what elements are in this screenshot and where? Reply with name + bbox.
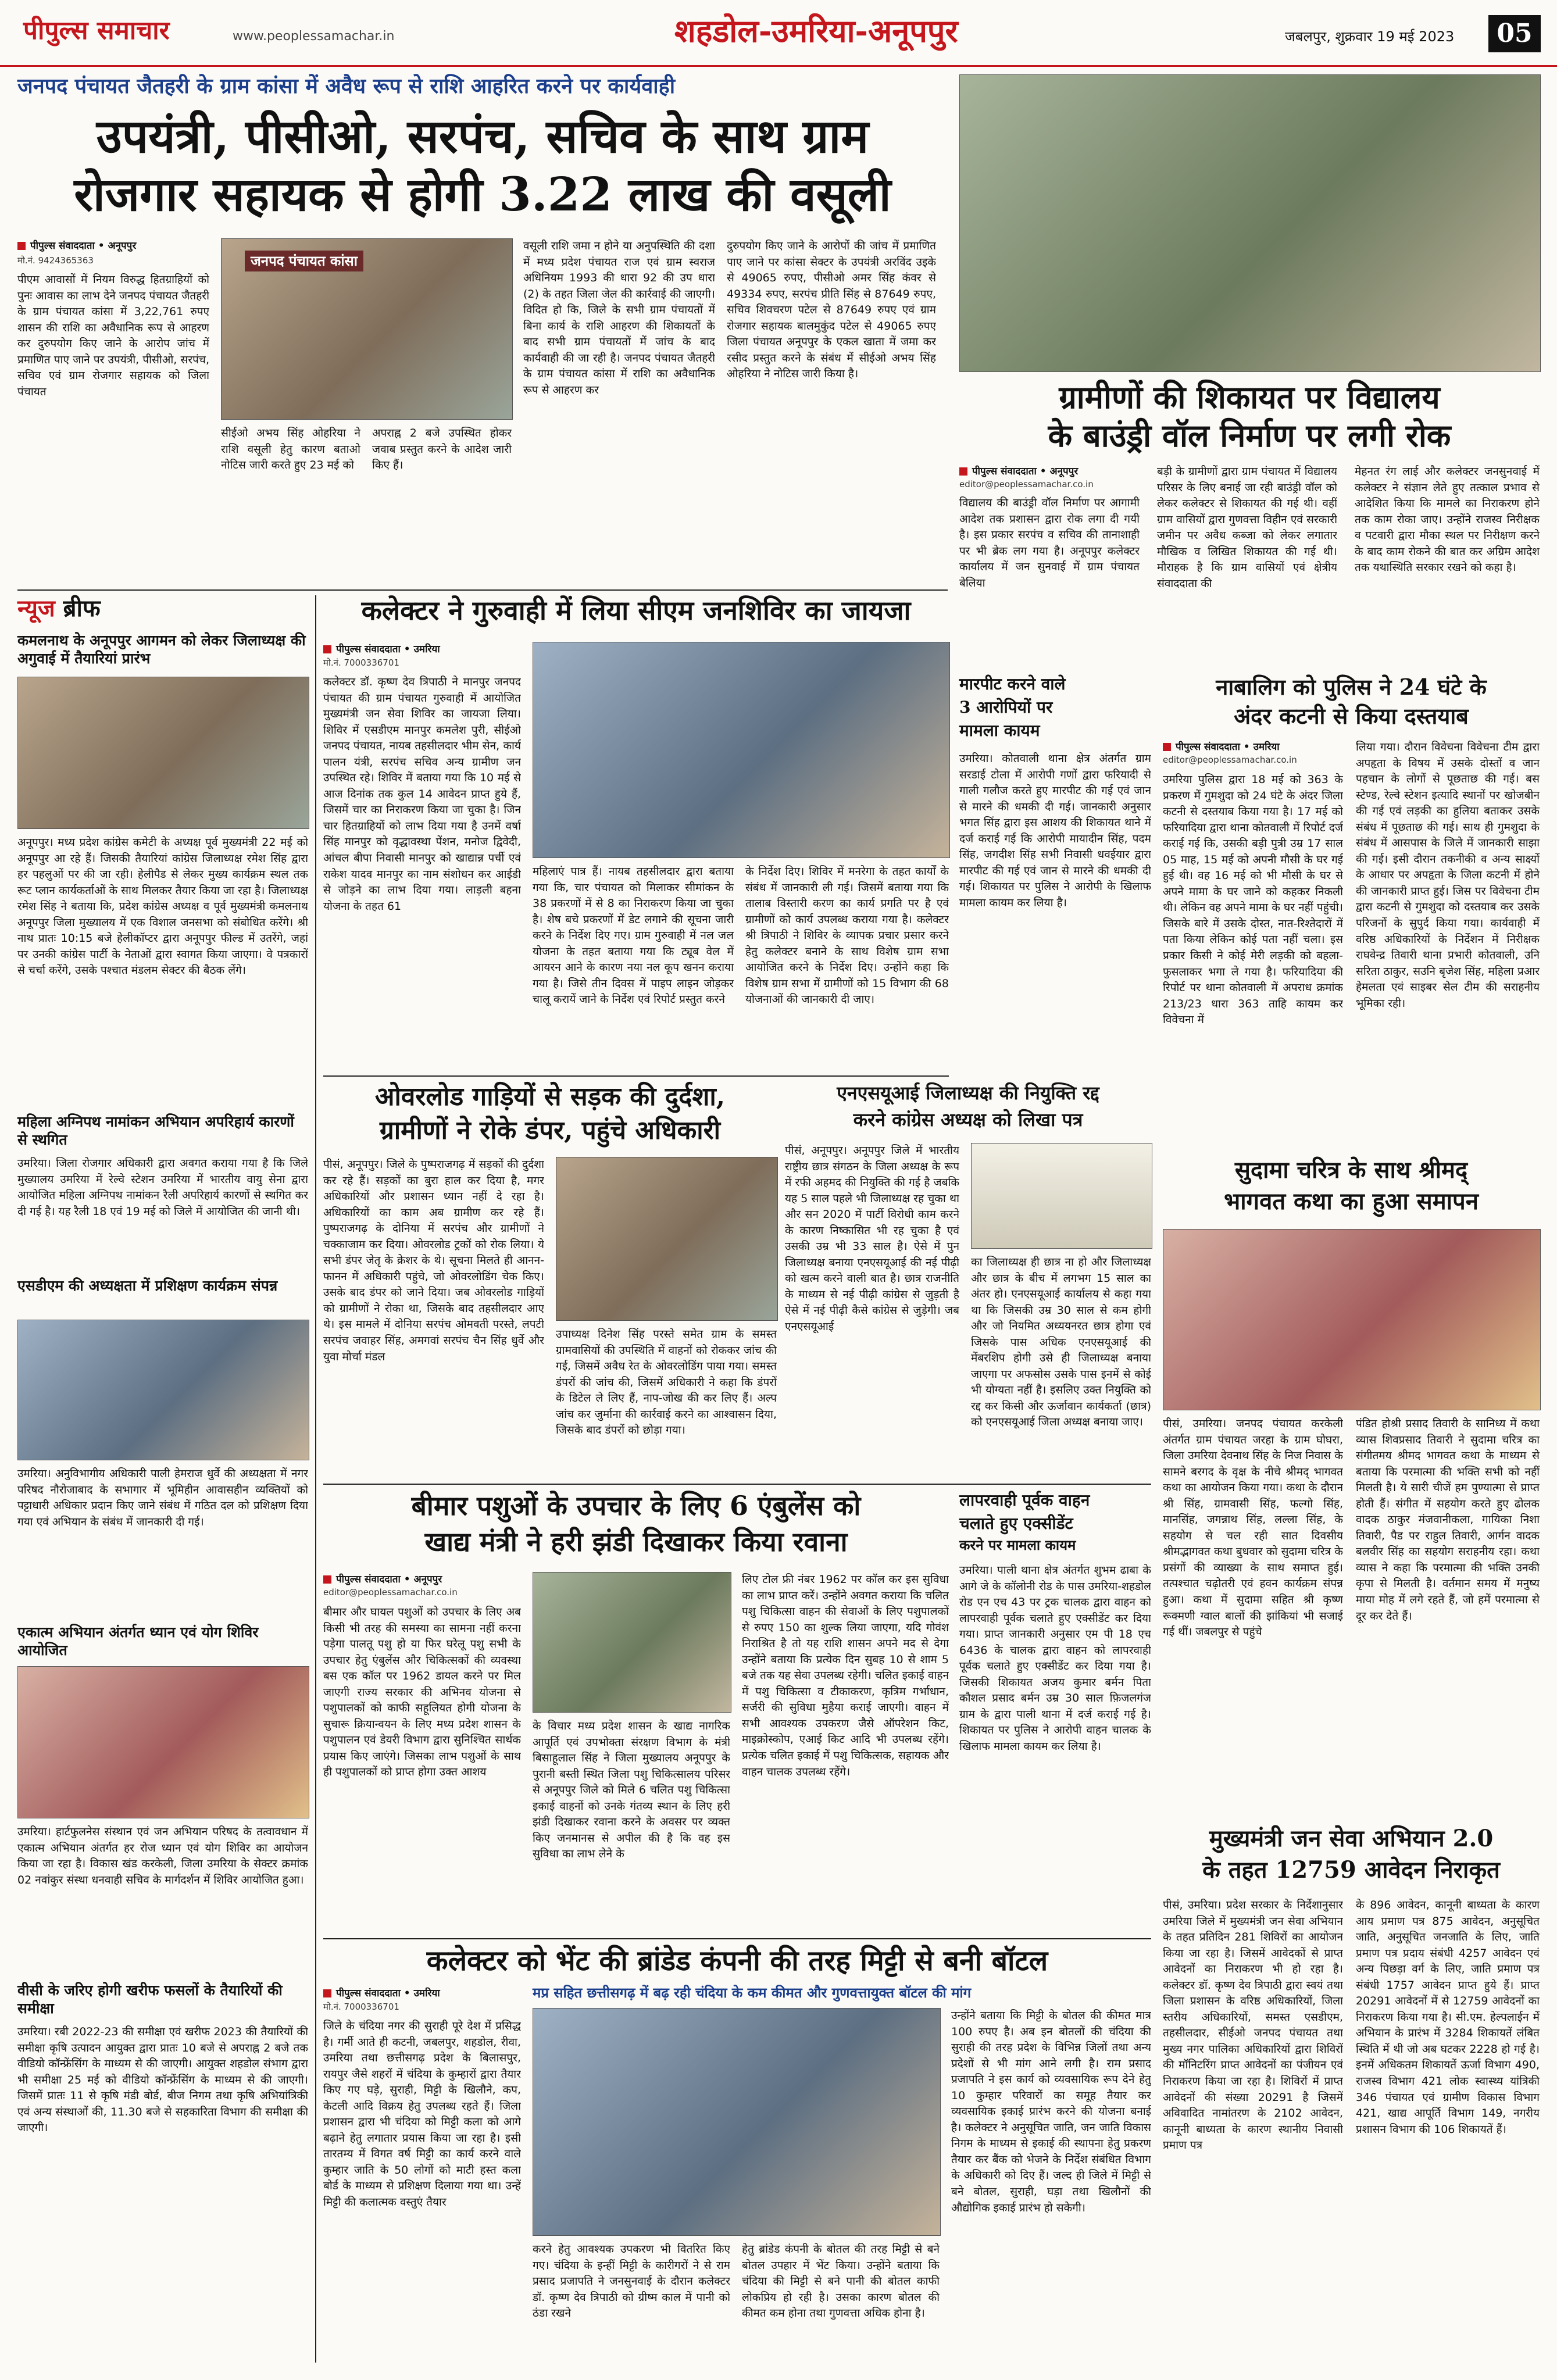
byline-text: पीपुल्स संवाददाता • उमरिया: [1176, 741, 1280, 753]
mjsa-story: [1163, 1825, 1540, 2360]
sudama-column-2: पंडित होश्री प्रसाद तिवारी के सानिध्य में कथा व्यास शिवप्रसाद तिवारी ने सुदामा चरित्र का संगीतमय श्रीमद भागवत कथा के माध्यम से बताया कि परमात्मा की भक्ति सभी को नहीं मिलती है। ये सारी चीजें हम पुण्यात्मा से प्राप्त होती हैं। संगीत में सहयोग करते हुए ढोलक वादक ठाकुर मंजवानीकला, गायिका निशा तिवारी, पैड पर राहुल तिवारी, आर्गन वादक बलवीर सिंह का सहयोग सराहनीय रहा। कथा व्यास ने कहा कि परमात्मा की भक्ति उनकी कृपा से मिलती है। वर्तमान समय में मनुष्य माया मोह में लगे रहते हैं, जो हमें परमात्मा से दूर कर देते हैं।: [1356, 1417, 1540, 1623]
nsui-letter-photo: [971, 1143, 1152, 1249]
lead-contact: मो.नं. 9424365363: [17, 255, 94, 266]
minor-byline: [1163, 739, 1280, 753]
brief-item-3-photo: [17, 1320, 309, 1460]
wall-byline: [959, 464, 1078, 477]
bottle-column-2: करने हेतु आवश्यक उपकरण भी वितरित किए गए। चंदिया के इन्हीं मिट्टी के कारीगरों ने से राम प्रसाद प्रजापति ने जनसुनवाई के दौरान कलेक्टर डॉ. कृष्ण देव त्रिपाठी को ग्रीष्म काल में पानी को ठंडा रखने: [533, 2243, 730, 2320]
ambulance-story: [323, 1491, 949, 1932]
divider: [323, 1484, 1151, 1485]
lead-photo-caption-b: अपराह्न 2 बजे उपस्थित होकर जवाब प्रस्तुत करने के आदेश जारी किए हैं।: [372, 427, 512, 472]
minor-headline-line2: अंदर कटनी से किया दस्तयाब: [1234, 703, 1469, 729]
dumper-truck-photo: [556, 1157, 778, 1321]
minor-story: [1163, 674, 1540, 1145]
byline-text: पीपुल्स संवाददाता • अनूपपुर: [30, 240, 137, 252]
ambulance-flagoff-photo: [533, 1572, 731, 1713]
minor-email: editor@peoplessamachar.co.in: [1163, 755, 1297, 765]
news-brief-column: [17, 595, 308, 2363]
brief-item-2-headline: महिला अग्निपथ नामांकन अभियान अपरिहार्य कारणों से स्थगित: [17, 1113, 294, 1149]
wall-column-1: विद्यालय की बाउंड्री वॉल निर्माण पर आगामी आदेश तक प्रशासन द्वारा रोक लगा दी गयी है। इस प्रकार सरपंच व सचिव की तानाशाही पर भी ब्रेक लग गया है। अनूपपुर कलेक्टर कार्यालय में जन सुनवाई में ग्राम पंचायत बेलिया: [959, 496, 1140, 589]
news-brief-label: [17, 595, 101, 622]
brief-item-1-photo: [17, 677, 309, 829]
lead-story: [17, 74, 948, 586]
wall-story: [959, 379, 1540, 600]
section-title: शहडोल-उमरिया-अनूपपुर: [674, 12, 958, 49]
lead-column-2: वसूली राशि जमा न होने या अनुपस्थिति की दशा में मध्य प्रदेश पंचायत राज एवं ग्राम स्वराज अधिनियम 1993 की धारा 92 की उप धारा (2) के तहत जिला जेल की कार्रवाई की जाएगी। विदित हो कि, जिले के सभी ग्राम पंचायतों में बिना कार्य के राशि आहरण की शिकायतों के बाद सभी ग्राम पंचायतों में जांच के बाद कार्यवाही की जा रही है। जनपद पंचायत जैतहरी के ग्राम पंचायत कांसा में राशि का अवैधानिक रूप से आहरण कर: [523, 240, 715, 396]
sudama-column-1: पीसं, उमरिया। जनपद पंचायत करकेली अंतर्गत ग्राम पंचायत जरहा के ग्राम घोघरा, जिला उमरिया देवनाथ सिंह के निज निवास के सामने बरगद के वृक्ष के नीचे श्रीमद् भागवत कथा का आयोजन किया गया। कथा के दौरान श्री सिंह, ग्रामवासी सिंह, फल्गो सिंह, मानसिंह, जगन्नाथ सिंह, लल्ला सिंह, के सहयोग से चल रही सात दिवसीय श्रीमद्भागवत कथा बुधवार को सुदामा चरित्र के प्रसंगों की व्याख्या के साथ समाप्त हुई। तत्पश्चात चढ़ोतरी एवं हवन कार्यक्रम संपन्न हुआ। कथा में सुदामा सहित श्री कृष्ण रूक्मणी ग्वाल बालों की झांकियां भी सजाई गई थीं। जबलपुर से पहुंचे: [1163, 1417, 1343, 1639]
accident-headline-line2: चलाते हुए एक्सीडेंट: [959, 1514, 1073, 1533]
lead-photo-caption-a: सीईओ अभय सिंह ओहरिया ने राशि वसूली हेतु कारण बताओ नोटिस जारी करते हुए 23 मई को: [221, 427, 360, 472]
camp-contact: मो.नं. 7000336701: [323, 657, 399, 668]
newspaper-logo: पीपुल्स समाचार: [23, 16, 170, 45]
lead-headline-line2: रोजगार सहायक से होगी 3.22 लाख की वसूली: [74, 167, 891, 221]
mjsa-headline-line1: मुख्यमंत्री जन सेवा अभियान 2.0: [1209, 1825, 1494, 1852]
wall-headline-line2: के बाउंड्री वॉल निर्माण पर लगी रोक: [1048, 417, 1451, 454]
nsui-story: [785, 1082, 1151, 1478]
camp-column-3: के निर्देश दिए। शिविर में मनरेगा के तहत कार्यों के संबंध में जानकारी ली गई। जिसमें बताया गया कि तालाब विस्तारी करण का कार्य प्रगति पर है एवं ग्रामीणों को कार्य उपलब्ध कराया गया है। कलेक्टर श्री त्रिपाठी ने शिविर के व्यापक प्रचार प्रसार करने हेतु कलेक्टर बनाने के साथ विशेष ग्राम सभा आयोजित करने के निर्देश दिए। उन्होंने कहा कि विशेष ग्राम सभा में ग्रामीणों को 15 विभाग की 68 योजनाओं की जानकारी दी जाए।: [745, 865, 949, 1006]
overload-column-2: उपाध्यक्ष दिनेश सिंह परस्ते समेत ग्राम के समस्त ग्रामवासियों की उपस्थिति में वाहनों को रोककर जांच की गई, जिसमें अवैध रेत के ओवरलोडिंग पाया गया। समस्त डंपरों की जांच की, जिसमें अधिकारी ने कहा कि डंपरों के डिटेल ले लिए हैं, नाप-जोख की कर लिए हैं। अल्प जांच कर जुर्माना की कार्रवाई करने का आश्वासन दिया, जिसके बाद डंपरों को छोड़ा गया।: [556, 1328, 777, 1437]
minor-column-2: लिया गया। दौरान विवेचना विवेचना टीम द्वारा अपहृता के विषय में उसके दोस्तों व जान पहचान के लोगों से पूछताछ की गई। बस स्टेण्ड, रेल्वे स्टेशन इत्यादि स्थानों पर खोजबीन की गई एवं लड़की का हुलिया बताकर उसके संबंध में पूछताछ की गई। साथ ही गुमशुदा के संबंध में आसपास के जिले में जानकारी साझा की गई। इसी दौरान तकनीकी व अन्य साक्ष्यों के आधार पर अपहृता के जिला कटनी में होने की जानकारी प्राप्त हुई। जिस पर विवेचना टीम द्वारा कटनी से गुमशुदा को दस्तयाब कर उसके परिजनों के सुपुर्द किया गया। कार्यवाही में वरिष्ठ अधिकारियों के निर्देशन में निरीक्षक राघवेन्द्र तिवारी थाना प्रभारी कोतवाली, उनि सरिता ठाकुर, सउनि बृजेश सिंह, महिला प्रआर हेमलता एवं साइबर सेल टीम की सराहनीय भूमिका रही।: [1356, 741, 1540, 1010]
brief-label-part-2: ब्रीफ: [63, 595, 101, 622]
nsui-headline-line1: एनएसयूआई जिलाध्यक्ष की नियुक्ति रद्द: [837, 1082, 1099, 1104]
bottle-handover-photo: [533, 2008, 941, 2236]
ambulance-headline-line1: बीमार पशुओं के उपचार के लिए 6 एंबुलेंस को: [411, 1490, 861, 1521]
brief-item-1-text: अनूपपुर। मध्य प्रदेश कांग्रेस कमेटी के अध्यक्ष पूर्व मुख्यमंत्री 22 मई को अनूपपुर आ रहे हैं। जिसकी तैयारियां कांग्रेस जिलाध्यक्ष रमेश सिंह द्वारा हर पहलुओं पर की जा रही। हेलीपैड से लेकर मुख्य कार्यक्रम स्थल तक रूट प्लान कार्यकर्ताओं के साथ मिलकर तैयार किया जा रहा है। जिलाध्यक्ष रमेश सिंह ने बताया कि, प्रदेश कांग्रेस अध्यक्ष व पूर्व मुख्यमंत्री कमलनाथ अनूपपुर जिला मुख्यालय में एक विशाल जनसभा को संबोधित करेंगे। श्री नाथ प्रातः 10:15 बजे हेलीकॉप्टर द्वारा अनूपपुर फील्ड में उतरेंगे, जहां पर उनकी कांग्रेस पार्टी के नेताओं द्वारा स्वागत किया जाएगा। वे पत्रकारों से चर्चा करेंगे, उसके पश्चात मंडलम सेक्टर की बैठक लेंगे।: [17, 836, 308, 977]
overload-column-1: पीसं, अनूपपुर। जिले के पुष्पराजगढ़ में सड़कों की दुर्दशा कर रहे हैं। सड़कों का बुरा हाल कर दिया है, मगर अधिकारियों और प्रशासन ध्यान नहीं दे रहा है। अधिकारियों का काम अब ग्रामीण कर रहे हैं। पुष्पराजगढ़ के दोनिया में सरपंच और ग्रामीणों ने चक्काजाम कर दिया। ओवरलोड ट्रकों को रोक लिया। ये सभी डंपर जेतृ के क्रेशर के थे। सूचना मिलते ही आनन-फानन में अधिकारी पहुंचे, जो ओवरलोडिंग चेक किए। उसके बाद डंपर को जाने दिया। जब ओवरलोड गाड़ियों को ग्रामीणों ने रोका था, जिसके बाद तहसीलदार आए थे। इस मामले में दोनिया सरपंच ओमवती परस्ते, लपटी सरपंच जवाहर सिंह, अमगवां सरपंच चैन सिंह धुर्वे और युवा मोर्चा मंडल: [323, 1158, 544, 1363]
byline-marker-icon: [323, 645, 331, 653]
lead-column-3: दुरुपयोग किए जाने के आरोपों की जांच में प्रमाणित पाए जाने पर कांसा सेक्टर के उपयंत्री अरविंद उइके से 49065 रुपए, पीसीओ अमर सिंह कंवर से 49334 रुपए, सरपंच प्रीति सिंह से 87649 रुपए, सचिव शिवचरण पटेल से 87649 रुपए एवं ग्राम रोजगार सहायक बालमुकुंद पटेल से 49065 रुपए जिला पंचायत अनूपपुर के एकल खाता में जमा कर रसीद प्रस्तुत करने के संबंध में सीईओ अभय सिंह ओहरिया ने नोटिस जारी किया है।: [727, 240, 936, 381]
overload-headline-line2: ग्रामीणों ने रोके डंपर, पहुंचे अधिकारी: [379, 1116, 721, 1145]
website-url: www.peoplessamachar.in: [233, 29, 395, 44]
ambulance-email: editor@peoplessamachar.co.in: [323, 1587, 458, 1598]
lead-headline-line1: उपयंत्री, पीसीओ, सरपंच, सचिव के साथ ग्राम: [96, 109, 869, 163]
bottle-byline: [323, 1986, 440, 1999]
boundary-wall-photo: [959, 74, 1541, 372]
bottle-column-3: हेतु ब्रांडेड कंपनी के बोतल की तरह मिट्टी से बने बोतल उपहार में भेंट किया। उन्होंने बताया कि चंदिया की मिट्टी से बने पानी की बोतल काफी लोकप्रिय हो रही है। उसका कारण बोतल की कीमत कम होना तथा गुणवत्ता अधिक होना है।: [742, 2243, 940, 2320]
camp-column-2: महिलाएं पात्र हैं। नायब तहसीलदार द्वारा बताया गया कि, चार पंचायत को मिलाकर सीमांकन के 38 प्रकरणों में से 8 का निराकरण किया जा चुका है। शेष बचे प्रकरणों में डेट लगाने की सूचना जारी करने के निर्देश दिए गए। ग्राम गुरुवाही में नल जल योजना के तहत बताया गया कि ट्यूब वेल में आयरन आने के कारण नया नल कूप खनन कराया गया है। जिसे तीन दिवस में पाइप लाइन जोड़कर चालू करायें जाने के निर्देश एवं रिपोर्ट प्रस्तुत करने: [533, 865, 734, 1006]
accident-headline-line1: लापरवाही पूर्वक वाहन: [959, 1491, 1090, 1510]
bottle-story: [323, 1945, 1151, 2364]
nsui-column-2: का जिलाध्यक्ष ही छात्र ना हो और जिलाध्यक्ष और छात्र के बीच में लगभग 15 साल का अंतर हो। एनएसयूआई कार्यालय से कहा गया था कि जिसकी उम्र 30 साल से कम होगी और जो नियमित अध्ययनरत छात्र होगा एवं जिसके पास अधिक एनएसयूआई की मेंबरशिप होगी उसे ही जिलाध्यक्ष बनाया जाएगा पर अफसोस उसके पास इनमें से कोई भी योग्यता नहीं है। इसलिए उक्त नियुक्ति को रद्द कर किसी और ऊर्जावान कार्यकर्ता (छात्र) को एनएसयूआई जिला अध्यक्ष बनाया जाए।: [971, 1256, 1151, 1429]
bottle-column-1: जिले के चंदिया नगर की सुराही पूरे देश में प्रसिद्ध है। गर्मी आते ही कटनी, जबलपुर, शहडोल, रीवा, उमरिया तथा छत्तीसगढ़ प्रदेश के बिलासपुर, रायपुर जैसे शहरों में चंदिया के कुम्हारों द्वारा तैयार किए गए घड़े, सुराही, मिट्टी के खिलौने, कप, केटली आदि विक्रय हेतु उपलब्ध रहते हैं। जिला प्रशासन द्वारा भी चंदिया को मिट्टी कला को आगे बढ़ाने हेतु लगातार प्रयास किया जा रहा है। इसी तारतम्य में विगत वर्ष मिट्टी का कार्य करने वाले कुम्हार जाति के 50 लोगों को माटी हस्त कला बोर्ड के माध्यम से प्रशिक्षण दिलाया गया था। उन्हें मिट्टी की कलात्मक वस्तुएं तैयार: [323, 2020, 521, 2209]
sudama-headline-line1: सुदामा चरित्र के साथ श्रीमद्: [1234, 1156, 1468, 1184]
minor-headline-line1: नाबालिग को पुलिस ने 24 घंटे के: [1216, 674, 1487, 700]
lead-kicker: जनपद पंचायत जैतहरी के ग्राम कांसा में अवैध रूप से राशि आहरित करने पर कार्यवाही: [17, 74, 676, 98]
ambulance-column-3: लिए टोल फ्री नंबर 1962 पर कॉल कर इस सुविधा का लाभ प्राप्त करें। उन्होंने अवगत कराया कि चलित पशु चिकित्सा वाहन की सेवाओं के लिए पशुपालकों से रुपए 150 का शुल्क लिया जाएगा, यदि गोवंश निराश्रित है तो यह राशि शासन अपने मद से देगा उन्होंने बताया कि प्रत्येक दिन सुबह 10 से शाम 5 बजे तक यह सेवा उपलब्ध रहेगी। चलित इकाई वाहन में पशु चिकित्सा व टीकाकरण, कृत्रिम गर्भाधान, सर्जरी की सुविधा मुहैया कराई जाएगी। वाहन में सभी आवश्यक उपकरण जैसे ऑपरेशन किट, माइक्रोस्कोप, एआई किट आदि भी उपलब्ध रहेंगे। प्रत्येक चलित इकाई में पशु चिकित्सक, सहायक और वाहन चालक उपलब्ध रहेंगे।: [742, 1573, 949, 1778]
accident-story: [959, 1491, 1151, 1932]
byline-text: पीपुल्स संवाददाता • उमरिया: [336, 644, 440, 655]
bhagwat-katha-photo: [1163, 1229, 1541, 1410]
nsui-headline-line2: करने कांग्रेस अध्यक्ष को लिखा पत्र: [853, 1109, 1083, 1131]
assault-headline-line1: मारपीट करने वाले: [959, 674, 1066, 694]
divider: [323, 1938, 1151, 1939]
divider: [17, 589, 948, 591]
brief-item-5-text: उमरिया। रबी 2022-23 की समीक्षा एवं खरीफ 2023 की तैयारियों की समीक्षा कृषि उत्पादन आयुक्त द्वारा प्रातः 10 बजे से अपराह्न 2 बजे तक वीडियो कॉन्फ्रेंसिंग के माध्यम से की जाएगी। आयुक्त शहडोल संभाग द्वारा भी समीक्षा 25 मई को वीडियो कॉन्फ्रेंसिंग के माध्यम से की जाएगी। जिसमें प्रातः 11 से कृषि मंडी बोर्ड, बीज निगम तथा कृषि अभियांत्रिकी एवं अन्य संस्थाओं की, 11.30 बजे से सहकारिता विभाग की समीक्षा की जाएगी।: [17, 2025, 308, 2135]
ambulance-headline-line2: खाद्य मंत्री ने हरी झंडी दिखाकर किया रवाना: [424, 1526, 848, 1557]
wall-headline-line1: ग्रामीणों की शिकायत पर विद्यालय: [1059, 378, 1440, 416]
sudama-headline-line2: भागवत कथा का हुआ समापन: [1224, 1188, 1479, 1215]
accident-text: उमरिया। पाली थाना क्षेत्र अंतर्गत शुभम ढाबा के आगे जे के कॉलोनी रोड के पास उमरिया-शहडोल रोड एन एच 43 पर ट्रक चालक द्वारा वाहन को लापरवाही पूर्वक चलाते हुए एक्सीडेंट कर दिया गया। प्राप्त जानकारी अनुसार एम पी 18 एच 6436 के चालक द्वारा वाहन को लापरवाही पूर्वक चलाते हुए एक्सीडेंट कर दिया गया है। जिसकी शिकायत अजय कुमार बर्मन पिता कौशल प्रसाद बर्मन उम्र 30 साल फ़िजलगंज ग्राम के द्वारा पाली थाना में दर्ज कराई गई है। शिकायत पर पुलिस ने आरोपी वाहन चालक के खिलाफ मामला कायम कर लिया है।: [959, 1564, 1151, 1753]
column-divider: [315, 595, 316, 2363]
assault-story: [959, 674, 1151, 1139]
lead-byline: [17, 238, 209, 252]
camp-story: [323, 595, 949, 1072]
brief-item-4-text: उमरिया। हार्टफुलनेस संस्थान एवं जन अभियान परिषद के तत्वावधान में एकात्म अभियान अंतर्गत हर रोज ध्यान एवं योग शिविर का आयोजन किया जा रहा है। विकास खंड करकेली, जिला उमरिया के सेक्टर क्रमांक 02 नवांकुर संस्था धनवाही सचिव के मार्गदर्शन में शिविर आयोजित हुआ।: [17, 1825, 308, 1886]
bottle-headline: कलेक्टर को भेंट की ब्रांडेड कंपनी की तरह मिट्टी से बनी बॉटल: [426, 1945, 1048, 1977]
page-number: 05: [1488, 15, 1541, 52]
assault-headline-line3: मामला कायम: [959, 721, 1040, 740]
camp-column-1: कलेक्टर डॉ. कृष्ण देव त्रिपाठी ने मानपुर जनपद पंचायत की ग्राम पंचायत गुरुवाही में आयोजित मुख्यमंत्री जन सेवा शिविर का जायजा लिया। शिविर में एसडीएम मानपुर कमलेश पुरी, सीईओ जनपद पंचायत, नायब तहसीलदार भीम सेन, कार्य पालन यंत्री, सरपंच सचिव अन्य ग्रामीण जन उपस्थित रहे। शिविर में बताया गया कि 10 मई से आज दिनांक तक कुल 14 आवेदन प्राप्त हुये हैं, जिसमें चार का निराकरण किया जा चुका है। जिन चार हितग्राहियों को लाभ दिया गया है उनमें वर्षा सिंह मानपुर को वृद्धावस्था पेंशन, मनोज द्विवेदी, आंचल बीपा निवासी मानपुर को खाद्यान्न पर्ची एवं राकेश यादव मानपुर का नाम संशोधन कर आईडी से जोड़ने का लाभ दिया गया। लाड़ली बहना योजना के तहत 61: [323, 676, 521, 913]
lead-column-1: पीएम आवासों में नियम विरुद्ध हितग्राहियों को पुनः आवास का लाभ देने जनपद पंचायत जैतहरी के ग्राम पंचायत कांसा में 3,22,761 रुपए शासन की राशि का अवैधानिक रूप से आहरण कर दुरुपयोग किए जाने के आरोप जांच में प्रमाणित पाए जाने पर उपयंत्री, पीसीओ, सरपंच, सचिव एवं ग्राम रोजगार सहायक को जिला पंचायत: [17, 273, 209, 398]
brief-item-4-photo: [17, 1666, 309, 1818]
bottle-column-4: उन्होंने बताया कि मिट्टी के बोतल की कीमत मात्र 100 रुपए है। अब इन बोतलों की चंदिया की सुराही की तरह प्रदेश के विभिन्न जिलों तथा अन्य प्रदेशों से भी मांग आने लगी है। राम प्रसाद प्रजापति ने इस कार्य को व्यवसायिक रूप देने हेतु 10 कुम्हार परिवारों का समूह तैयार कर व्यवसायिक इकाई प्रारंभ करने की योजना बनाई है। कलेक्टर ने अनुसूचित जाति, जन जाति विकास निगम के माध्यम से इकाई की स्थापना हेतु प्रकरण तैयार कर बैंक को भेजने के निर्देश संबंधित विभाग के अधिकारी को दिए हैं। जल्द ही जिले में मिट्टी से बने बोतल, सुराही, घड़ा तथा खिलौनों की औद्योगिक इकाई प्रारंभ हो सकेगी।: [951, 2009, 1151, 2214]
byline-marker-icon: [323, 1575, 331, 1584]
minor-column-1: उमरिया पुलिस द्वारा 18 मई को 363 के प्रकरण में गुमशुदा को 24 घंटे के अंदर जिला कटनी से दस्तयाब किया गया है। 17 मई को फरियादिया द्वारा थाना कोतवाली में रिपोर्ट दर्ज कराई गई कि, उसकी बड़ी पुत्री उम्र 17 साल 05 माह, 15 मई को अपनी मौसी के घर गई हुई थी। वह 16 मई को भी मौसी के घर से अपने मामा के घर जाने को कहकर निकली थी। लेकिन वह अपने मामा के घर नहीं पहुंची। जिसके बारे में उसके दोस्त, नात-रिश्तेदारों में पता किया लेकिन कोई पता नहीं चला। इस प्रकार किसी ने कोई मेरी लड़की को बहला-फुसलाकर भगा ले गया है। फरियादिया की रिपोर्ट पर थाना कोतवाली में अपराध क्रमांक 213/23 धारा 363 ताहि कायम कर विवेचना में: [1163, 773, 1343, 1027]
mjsa-headline-line2: के तहत 12759 आवेदन निराकृत: [1202, 1856, 1500, 1884]
wall-column-2: बड़ी के ग्रामीणों द्वारा ग्राम पंचायत में विद्यालय परिसर के लिए बनाई जा रही बाउंड्री वॉल को लेकर कलेक्टर से शिकायत की गई थी। वहीं ग्राम वासियों द्वारा गुणवत्ता विहीन एवं सरकारी जमीन पर अवैध कब्जा को लेकर लगातार मौखिक व लिखित शिकायत की गई थी। मौराहक है कि ग्राम वासियों एवं क्षेत्रीय संवाददाता की: [1157, 465, 1337, 590]
byline-text: पीपुल्स संवाददाता • उमरिया: [336, 1988, 440, 1999]
camp-headline: कलेक्टर ने गुरुवाही में लिया सीएम जनशिविर का जायजा: [361, 595, 911, 626]
assault-headline-line2: 3 आरोपियों पर: [959, 698, 1053, 717]
byline-text: पीपुल्स संवाददाता • अनूपपुर: [972, 466, 1079, 477]
ambulance-column-2: के विचार मध्य प्रदेश शासन के खाद्य नागरिक आपूर्ति एवं उपभोक्ता संरक्षण विभाग के मंत्री बिसाहूलाल सिंह ने जिला मुख्यालय अनूपपुर के पुरानी बस्ती स्थित जिला पशु चिकित्सालय परिसर से अनूपपुर जिले को मिले 6 चलित पशु चिकित्सा इकाई वाहनों को उनके गंतव्य स्थान के लिए हरी झंडी दिखाकर रवाना करने के अवसर पर व्यक्त किए जनमानस से अपील की है कि वह इस सुविधा का लाभ लेने के: [533, 1720, 730, 1861]
dateline: जबलपुर, शुक्रवार 19 मई 2023: [1285, 28, 1455, 45]
brief-item-5-headline: वीसी के जरिए होगी खरीफ फसलों के तैयारियों की समीक्षा: [17, 1982, 283, 2017]
ambulance-byline: [323, 1572, 442, 1585]
panchayat-building-photo: [221, 238, 513, 420]
overload-story: [323, 1082, 777, 1478]
assault-text: उमरिया। कोतवाली थाना क्षेत्र अंतर्गत ग्राम सरडाई टोला में आरोपी गणों द्वारा फरियादी से गाली गलौज करते हुए मारपीट की गई एवं जान से मारने की धमकी दी गई। जानकारी अनुसार भगत सिंह द्वारा इस आशय की शिकायत थाने में दर्ज कराई गई कि आरोपी मायादीन सिंह, पदम सिंह, जगदीश सिंह सभी निवासी धवईयार द्वारा मारपीट की गई एवं जान से मारने की धमकी दी गई। शिकायत पर पुलिस ने आरोपी के खिलाफ मामला कायम कर लिया है।: [959, 752, 1151, 909]
divider: [323, 1075, 949, 1077]
brief-item-3-text: उमरिया। अनुविभागीय अधिकारी पाली हेमराज धुर्वे की अध्यक्षता में नगर परिषद नौरोजाबाद के सभागार में भूमिहीन आवासहीन व्यक्तियों को पट्टाधारी अधिकार प्रदान किए जाने संबंध में गठित दल को प्रशिक्षण दिया गया एवं अभियान के संबंध में जानकारी दी गई।: [17, 1467, 308, 1528]
camp-byline: [323, 642, 440, 655]
brief-item-1-headline: कमलनाथ के अनूपपुर आगमन को लेकर जिलाध्यक्ष की अगुवाई में तैयारियां प्रारंभ: [17, 632, 306, 667]
masthead: [0, 0, 1557, 67]
ambulance-column-1: बीमार और घायल पशुओं को उपचार के लिए अब किसी भी तरह की समस्या का सामना नहीं करना पड़ेगा पालतू पशु हो या फिर घरेलू पशु सभी के उपचार हेतु एंबुलेंस और चिकित्सकों की व्यवस्था बस एक कॉल पर 1962 डायल करने पर मिल जाएगी राज्य सरकार की अभिनव योजना से पशुपालकों को काफी सहूलियत होगी योजना के सुचारू क्रियान्वयन के लिए मध्य प्रदेश शासन के पशुपालन एवं डेयरी विभाग द्वारा सुनिश्चित सार्थक प्रयास किए जाएंगे। जिसका लाभ पशुओं के साथ ही पशुपालकों को प्राप्त होगा उक्त आशय: [323, 1606, 521, 1779]
mjsa-column-2: के 896 आवेदन, कानूनी बाध्यता के कारण आय प्रमाण पत्र 875 आवेदन, अनुसूचित जाति, अनुसूचित जनजाति के लिए, जाति प्रमाण पत्र प्रदाय संबंधी 4257 आवेदन एवं अन्य पिछड़ा वर्ग के लिए, जाति प्रमाण पत्र संबंधी 1757 आवेदन प्राप्त हुये हैं। प्राप्त 20291 आवेदनों में से 12759 आवेदनों का निराकरण किया गया है। सी.एम. हेल्पलाईन में अभियान के प्रारंभ में 3284 शिकायतें लंबित स्थिति में थी जो अब घटकर 2228 हो गई है। इनमें अधिकतम शिकायतें ऊर्जा विभाग 490, राजस्व विभाग 421 लोक स्वास्थ्य यांत्रिकी 346 पंचायत एवं ग्रामीण विकास विभाग 421, खाद्य आपूर्ति विभाग 149, नगरीय प्रशासन विभाग की 106 शिकायतें हैं।: [1356, 1899, 1540, 2136]
panchayat-sign: जनपद पंचायत कांसा: [245, 251, 363, 271]
brief-item-4-headline: एकात्म अभियान अंतर्गत ध्यान एवं योग शिविर आयोजित: [17, 1624, 259, 1659]
byline-marker-icon: [1163, 743, 1171, 751]
wall-column-3: मेहनत रंग लाई और कलेक्टर जनसुनवाई में कलेक्टर ने संज्ञान लेते हुए तत्काल प्रभाव से आदेशित किया कि मामले का निराकरण होने तक काम रोका जाए। उन्होंने राजस्व निरीक्षक व पटवारी द्वारा मौका स्थल पर निरीक्षण करने के बाद काम रोकने की बात कर अग्रिम आदेश तक यथास्थिति सरकार रखने को कहा है।: [1355, 465, 1540, 574]
camp-photo: [533, 642, 950, 858]
mjsa-column-1: पीसं, उमरिया। प्रदेश सरकार के निर्देशानुसार उमरिया जिले में मुख्यमंत्री जन सेवा अभियान के तहत प्रतिदिन 281 शिविरों का आयोजन किया जा रहा है। जिसमें आवेदकों से प्राप्त आवेदनों का निराकरण भी हो रहा है। कलेक्टर डॉ. कृष्ण देव त्रिपाठी द्वारा स्वयं तथा जिला प्रशासन के वरिष्ठ अधिकारियों, जिला स्तरीय अधिकारियों, समस्त एसडीएम, तहसीलदार, सीईओ जनपद पंचायत तथा मुख्य नगर पालिका अधिकारियों द्वारा शिविरों की मॉनिटरिंग प्राप्त आवेदनों का पंजीयन एवं निराकरण किया जा रहा है। शिविरों में प्राप्त आवेदनों की संख्या 20291 है जिसमें अविवादित नामांतरण के 2102 आवेदन, कानूनी बाध्यता के कारण स्थानीय निवासी प्रमाण पत्र: [1163, 1899, 1343, 2152]
byline-marker-icon: [959, 467, 967, 476]
byline-text: पीपुल्स संवाददाता • अनूपपुर: [336, 1574, 442, 1585]
sudama-story: [1163, 1157, 1540, 1814]
nsui-column-1: पीसं, अनूपपुर। अनूपपुर जिले में भारतीय राष्ट्रीय छात्र संगठन के जिला अध्यक्ष के रूप में रफी अहमद की नियुक्ति की गई है जबकि यह 5 साल पहले भी जिलाध्यक्ष रह चुका था और सन 2020 में पार्टी विरोधी काम करने के कारण निष्कासित भी रह चुका है एवं उसकी उम्र भी 33 साल है। ऐसे में पुन जिलाध्यक्ष बनाया एनएसयूआई की नई पीढ़ी को खत्म करने वाली बात है। छात्र राजनीति के माध्यम से नई पीढ़ी कांग्रेस से जुड़ती है ऐसे में नई पीढ़ी कैसे कांग्रेस से जुड़ेगी। जब एनएसयूआई: [785, 1144, 959, 1334]
overload-headline-line1: ओवरलोड गाड़ियों से सड़क की दुर्दशा,: [374, 1082, 726, 1112]
bottle-contact: मो.नं. 7000336701: [323, 2002, 399, 2012]
brief-item-3-headline: एसडीएम की अध्यक्षता में प्रशिक्षण कार्यक्रम संपन्न: [17, 1277, 278, 1294]
wall-email: editor@peoplessamachar.co.in: [959, 479, 1094, 489]
brief-label-part-1: न्यूज: [17, 595, 55, 622]
bottle-subhead: मप्र सहित छत्तीसगढ़ में बढ़ रही चंदिया के कम कीमत और गुणवत्तायुक्त बॉटल की मांग: [533, 1984, 972, 2001]
byline-marker-icon: [323, 1989, 331, 1997]
accident-headline-line3: करने पर मामला कायम: [959, 1536, 1076, 1553]
byline-marker-icon: [17, 242, 26, 250]
brief-item-2-text: उमरिया। जिला रोजगार अधिकारी द्वारा अवगत कराया गया है कि जिले मुख्यालय उमरिया में रेल्वे स्टेशन उमरिया में भारतीय वायु सेना द्वारा आयोजित महिला अग्निपथ नामांकन रैली अपरिहार्य कारणों से स्थगित कर दी गई है। यह रैली 18 एवं 19 मई को जिले में आयोजित की जानी थी।: [17, 1157, 308, 1218]
